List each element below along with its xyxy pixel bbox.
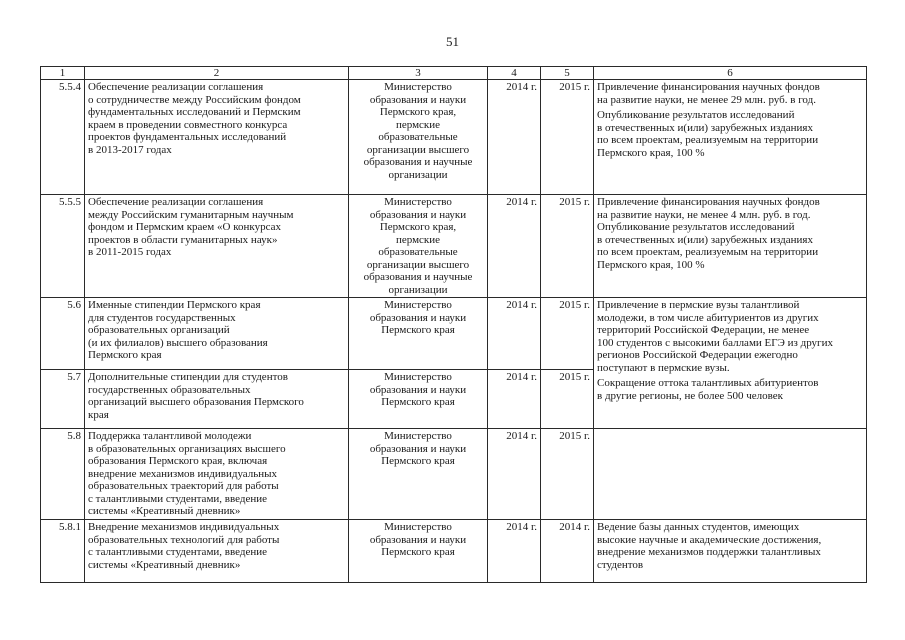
item-executor (349, 429, 488, 520)
text-line: системы «Креативный дневник» (88, 558, 241, 571)
text-line: Министерство (384, 371, 452, 383)
item-description (85, 429, 349, 520)
column-header: 6 (594, 67, 867, 80)
text-line: Пермского края (381, 396, 455, 408)
text-line: высокие научные и академические достижения, (597, 533, 822, 546)
text-line: Министерство (384, 299, 452, 311)
text-line: Опубликование результатов исследований (597, 221, 795, 233)
item-description (85, 80, 349, 195)
text-line: образовательные (378, 246, 458, 258)
item-end-date: 2015 г. (541, 298, 594, 370)
text-line: Поддержка талантливой молодежи (88, 430, 252, 442)
text-line: в отечественных и(или) зарубежных изданиях (597, 233, 813, 246)
result-paragraph (597, 521, 863, 571)
text-line: в образовательных организациях высшего (88, 442, 286, 455)
page-number: 51 (446, 34, 459, 49)
text-line: государственных образовательных (88, 383, 251, 396)
text-line: системы «Креативный дневник» (88, 505, 241, 517)
text-line: фундаментальных исследований и Пермским (88, 106, 301, 118)
text-line: Пермского края (381, 455, 455, 467)
text-line: организации (388, 168, 448, 181)
item-executor (349, 195, 488, 298)
text-line: образовательных траекторий для работы (88, 480, 279, 492)
text-line: Привлечение финансирования научных фондов (597, 81, 820, 93)
text-line: Привлечение в пермские вузы талантливой (597, 299, 800, 311)
item-executor (349, 298, 488, 370)
text-line: на развитие науки, не менее 4 млн. руб. в год. (597, 208, 811, 221)
result-paragraph (597, 299, 863, 374)
text-line: Обеспечение реализации соглашения (88, 81, 264, 93)
column-header: 3 (349, 67, 488, 80)
text-line: в отечественных и(или) зарубежных изданиях (597, 121, 813, 134)
text-line: Министерство (384, 430, 452, 442)
text-line: внедрение механизмов индивидуальных (88, 467, 278, 480)
text-line: пермские (395, 233, 441, 246)
text-line: в другие регионы, не более 500 человек (597, 389, 783, 402)
text-line: с талантливыми студентами, введение (88, 492, 267, 505)
text-line: студентов (597, 558, 644, 571)
item-results (594, 80, 867, 195)
item-number: 5.8 (41, 429, 85, 520)
text-line: Министерство (384, 196, 452, 208)
result-paragraph (597, 81, 863, 106)
text-line: (и их филиалов) высшего образования (88, 336, 268, 349)
item-end-date: 2015 г. (541, 80, 594, 195)
item-number: 5.5.5 (41, 195, 85, 298)
text-line: Опубликование результатов исследований (597, 109, 795, 121)
item-end-date: 2015 г. (541, 195, 594, 298)
text-line: поступают в пермские вузы. (597, 361, 730, 374)
text-line: Пермского края, (379, 106, 457, 118)
text-line: Пермского края, (379, 221, 457, 233)
text-line: Ведение базы данных студентов, имеющих (597, 521, 800, 533)
result-paragraph (597, 196, 863, 271)
text-line: с талантливыми студентами, введение (88, 546, 267, 558)
text-line: Привлечение финансирования научных фондов (597, 196, 820, 208)
item-executor (349, 370, 488, 429)
column-header: 2 (85, 67, 349, 80)
text-line: краем в проведении совместного конкурса (88, 118, 288, 131)
column-header: 1 (41, 67, 85, 80)
table-row (41, 298, 867, 370)
text-line: пермские (395, 118, 441, 131)
column-number-row (41, 67, 867, 80)
text-line: Министерство (384, 81, 452, 93)
text-line: организаций высшего образования Пермского (88, 396, 304, 408)
item-results (594, 298, 867, 429)
column-header: 5 (541, 67, 594, 80)
item-end-date: 2014 г. (541, 520, 594, 583)
text-line: образования Пермского края, включая (88, 455, 268, 467)
text-line: Министерство (384, 521, 452, 533)
text-line: молодежи, в том числе абитуриентов из других (597, 311, 819, 324)
text-line: образовательных технологий для работы (88, 533, 280, 546)
text-line: организации высшего (366, 258, 470, 271)
text-line: внедрение механизмов поддержки талантливых (597, 546, 821, 558)
text-line: организации (388, 283, 448, 296)
text-line: проектов фундаментальных исследований (88, 131, 287, 143)
text-line: края (88, 408, 109, 421)
result-paragraph (597, 377, 863, 402)
text-line: организации высшего (366, 143, 470, 156)
text-line: Пермского края, 100 % (597, 146, 705, 159)
text-line: Дополнительные стипендии для студентов (88, 371, 288, 383)
text-line: образования и научные (363, 271, 473, 283)
item-number: 5.5.4 (41, 80, 85, 195)
item-start-date: 2014 г. (488, 80, 541, 195)
item-start-date: 2014 г. (488, 298, 541, 370)
text-line: Пермского края, 100 % (597, 258, 705, 271)
table-row (41, 520, 867, 583)
item-start-date: 2014 г. (488, 429, 541, 520)
item-executor (349, 80, 488, 195)
plan-table (40, 66, 867, 583)
item-start-date: 2014 г. (488, 195, 541, 298)
text-line: образования и науки (369, 383, 467, 396)
text-line: образования и науки (369, 93, 467, 106)
text-line: образовательных организаций (88, 324, 230, 336)
item-results (594, 195, 867, 298)
table-row (41, 429, 867, 520)
text-line: Пермского края (88, 349, 162, 361)
item-number: 5.8.1 (41, 520, 85, 583)
table-row (41, 195, 867, 298)
text-line: 100 студентов с высокими баллами ЕГЭ из других (597, 336, 833, 349)
text-line: Сокращение оттока талантливых абитуриентов (597, 377, 819, 389)
text-line: образования и науки (369, 208, 467, 221)
item-description (85, 195, 349, 298)
text-line: Именные стипендии Пермского края (88, 299, 261, 311)
text-line: Пермского края (381, 546, 455, 558)
item-start-date: 2014 г. (488, 520, 541, 583)
item-results (594, 429, 867, 520)
text-line: о сотрудничестве между Российским фондом (88, 93, 301, 106)
text-line: образования и науки (369, 442, 467, 455)
text-line: между Российским гуманитарным научным (88, 208, 294, 221)
text-line: образования и науки (369, 533, 467, 546)
text-line: на развитие науки, не менее 29 млн. руб. в год. (597, 93, 816, 106)
table-row (41, 80, 867, 195)
item-description (85, 370, 349, 429)
item-executor (349, 520, 488, 583)
text-line: в 2013-2017 годах (88, 143, 172, 156)
item-end-date: 2015 г. (541, 429, 594, 520)
item-end-date: 2015 г. (541, 370, 594, 429)
item-description (85, 520, 349, 583)
text-line: в 2011-2015 годах (88, 246, 172, 258)
text-line: для студентов государственных (88, 311, 236, 324)
result-paragraph (597, 109, 863, 159)
item-description (85, 298, 349, 370)
text-line: Обеспечение реализации соглашения (88, 196, 264, 208)
text-line: Пермского края (381, 324, 455, 336)
text-line: проектов в области гуманитарных наук» (88, 233, 278, 246)
text-line: регионов Российской Федерации ежегодно (597, 349, 798, 361)
text-line: образования и науки (369, 311, 467, 324)
text-line: по всем проектам, реализуемым на территории (597, 246, 819, 258)
item-number: 5.7 (41, 370, 85, 429)
item-number: 5.6 (41, 298, 85, 370)
text-line: образовательные (378, 131, 458, 143)
text-line: по всем проектам, реализуемым на территории (597, 134, 819, 146)
text-line: фондом и Пермским краем «О конкурсах (88, 221, 281, 233)
text-line: территорий Российской Федерации, не менее (597, 324, 810, 336)
column-header: 4 (488, 67, 541, 80)
text-line: образования и научные (363, 156, 473, 168)
text-line: Внедрение механизмов индивидуальных (88, 521, 280, 533)
item-results (594, 520, 867, 583)
item-start-date: 2014 г. (488, 370, 541, 429)
